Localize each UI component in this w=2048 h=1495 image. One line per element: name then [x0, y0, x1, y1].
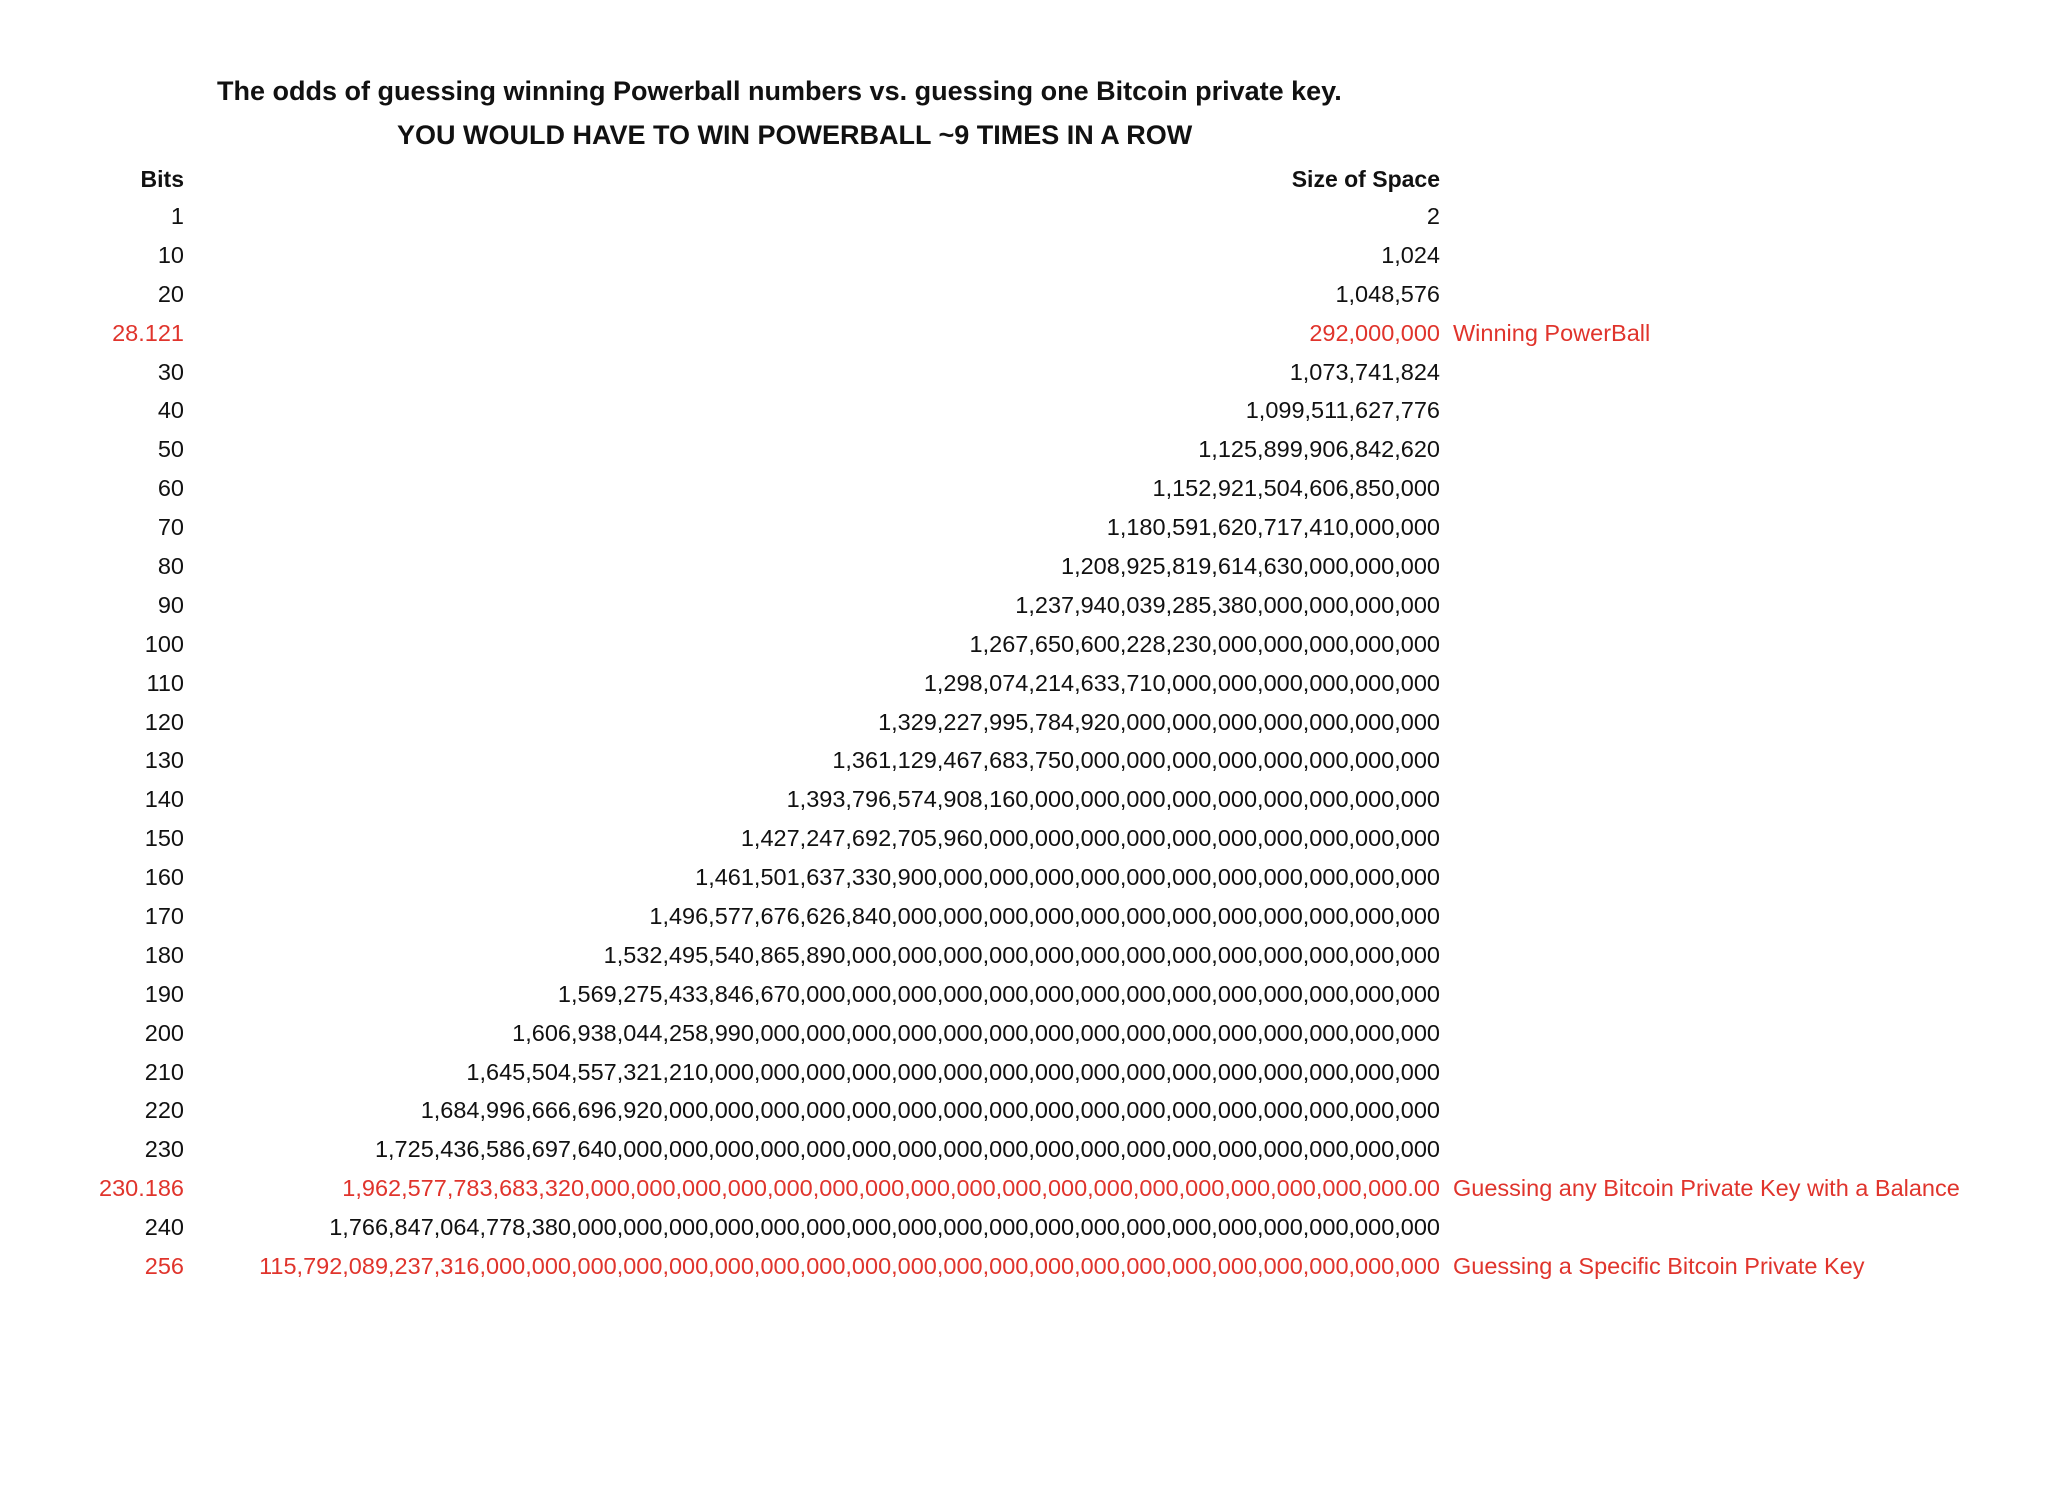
table-row [0, 203, 2048, 242]
size-cell: 1,152,921,504,606,850,000 [1152, 475, 1440, 502]
table-row [0, 436, 2048, 475]
bits-cell: 80 [157, 553, 184, 580]
table-row [0, 1059, 2048, 1098]
table-row [0, 242, 2048, 281]
table-row [0, 514, 2048, 553]
bits-cell: 180 [144, 941, 184, 968]
size-cell: 1,606,938,044,258,990,000,000,000,000,000,000,000,000,000,000,000,000,000,000,000 [512, 1019, 1440, 1046]
table-row [0, 592, 2048, 631]
table-row [0, 903, 2048, 942]
size-cell: 1,024 [1381, 241, 1440, 268]
size-cell: 1,496,577,676,626,840,000,000,000,000,000,000,000,000,000,000,000,000 [649, 903, 1440, 930]
size-cell: 1,048,576 [1335, 280, 1440, 307]
bits-cell: 150 [144, 825, 184, 852]
odds-table [0, 203, 2048, 1292]
bits-cell: 28.121 [112, 319, 184, 346]
page-title: The odds of guessing winning Powerball numbers vs. guessing one Bitcoin private key. [217, 76, 1342, 106]
bits-cell: 230.186 [99, 1175, 184, 1202]
size-cell: 1,766,847,064,778,380,000,000,000,000,000,000,000,000,000,000,000,000,000,000,000,000,000,000,000 [329, 1214, 1440, 1241]
size-cell: 1,099,511,627,776 [1245, 397, 1440, 424]
size-cell: 1,427,247,692,705,960,000,000,000,000,000,000,000,000,000,000 [740, 825, 1440, 852]
size-cell: 1,461,501,637,330,900,000,000,000,000,000,000,000,000,000,000,000 [695, 864, 1440, 891]
bits-cell: 120 [144, 708, 184, 735]
table-row [0, 709, 2048, 748]
size-cell: 1,645,504,557,321,210,000,000,000,000,000,000,000,000,000,000,000,000,000,000,000,000 [466, 1058, 1440, 1085]
size-cell: 1,393,796,574,908,160,000,000,000,000,000,000,000,000,000 [786, 786, 1440, 813]
bits-cell: 10 [157, 241, 184, 268]
table-row [0, 631, 2048, 670]
bits-cell: 256 [144, 1253, 184, 1280]
bits-cell: 30 [157, 358, 184, 385]
table-row [0, 1175, 2048, 1214]
size-cell: 1,361,129,467,683,750,000,000,000,000,000,000,000,000 [832, 747, 1440, 774]
table-row [0, 1097, 2048, 1136]
table-row [0, 864, 2048, 903]
bits-cell: 100 [144, 630, 184, 657]
size-cell: 2 [1426, 203, 1440, 229]
table-row [0, 747, 2048, 786]
table-row [0, 281, 2048, 320]
bits-cell: 130 [144, 747, 184, 774]
row-note: Guessing a Specific Bitcoin Private Key [1453, 1253, 1865, 1280]
size-cell: 1,208,925,819,614,630,000,000,000 [1061, 553, 1440, 580]
size-cell: 1,725,436,586,697,640,000,000,000,000,000,000,000,000,000,000,000,000,000,000,000,000,000,000 [374, 1136, 1440, 1163]
bits-cell: 170 [144, 903, 184, 930]
size-cell: 115,792,089,237,316,000,000,000,000,000,000,000,000,000,000,000,000,000,000,000,000,000,000,000,000,000 [259, 1253, 1440, 1280]
bits-cell: 40 [157, 397, 184, 424]
table-row [0, 942, 2048, 981]
bits-cell: 190 [144, 980, 184, 1007]
size-cell: 1,569,275,433,846,670,000,000,000,000,000,000,000,000,000,000,000,000,000,000 [557, 980, 1440, 1007]
bits-cell: 160 [144, 864, 184, 891]
bits-cell: 110 [146, 669, 184, 696]
table-row [0, 1136, 2048, 1175]
size-cell: 1,073,741,824 [1289, 358, 1440, 385]
bits-cell: 230 [144, 1136, 184, 1163]
table-row [0, 825, 2048, 864]
table-row [0, 670, 2048, 709]
bits-cell: 70 [157, 514, 184, 541]
size-cell: 1,180,591,620,717,410,000,000 [1106, 514, 1440, 541]
size-cell: 1,532,495,540,865,890,000,000,000,000,000,000,000,000,000,000,000,000,000 [603, 941, 1440, 968]
size-cell: 1,298,074,214,633,710,000,000,000,000,000,000 [923, 669, 1440, 696]
bits-cell: 50 [157, 436, 184, 463]
size-cell: 292,000,000 [1309, 319, 1440, 346]
bits-cell: 200 [144, 1019, 184, 1046]
size-cell: 1,684,996,666,696,920,000,000,000,000,000,000,000,000,000,000,000,000,000,000,000,000,000 [420, 1097, 1440, 1124]
table-row [0, 475, 2048, 514]
table-row [0, 397, 2048, 436]
bits-cell: 220 [144, 1097, 184, 1124]
row-note: Guessing any Bitcoin Private Key with a Balance [1453, 1175, 1960, 1202]
size-cell: 1,267,650,600,228,230,000,000,000,000,000 [969, 630, 1440, 657]
bits-cell: 90 [157, 591, 184, 618]
size-cell: 1,237,940,039,285,380,000,000,000,000 [1015, 591, 1440, 618]
bits-cell: 240 [144, 1214, 184, 1241]
table-row [0, 553, 2048, 592]
table-row [0, 981, 2048, 1020]
table-row [0, 1253, 2048, 1292]
table-row [0, 1020, 2048, 1059]
bits-cell: 140 [144, 786, 184, 813]
size-cell: 1,962,577,783,683,320,000,000,000,000,000,000,000,000,000,000,000,000,000,000,000,000,000,000.00 [342, 1175, 1440, 1202]
table-row [0, 1214, 2048, 1253]
bits-cell: 20 [157, 280, 184, 307]
row-note: Winning PowerBall [1453, 319, 1651, 346]
column-header-size: Size of Space [1291, 166, 1440, 192]
size-cell: 1,329,227,995,784,920,000,000,000,000,000,000,000 [878, 708, 1440, 735]
bits-cell: 210 [144, 1058, 184, 1085]
column-header-bits: Bits [140, 166, 184, 192]
table-row [0, 786, 2048, 825]
bits-cell: 60 [157, 475, 184, 502]
page-subtitle: YOU WOULD HAVE TO WIN POWERBALL ~9 TIMES IN A ROW [397, 120, 1193, 150]
bits-cell: 1 [170, 203, 184, 229]
table-row [0, 320, 2048, 359]
size-cell: 1,125,899,906,842,620 [1198, 436, 1440, 463]
table-row [0, 359, 2048, 398]
